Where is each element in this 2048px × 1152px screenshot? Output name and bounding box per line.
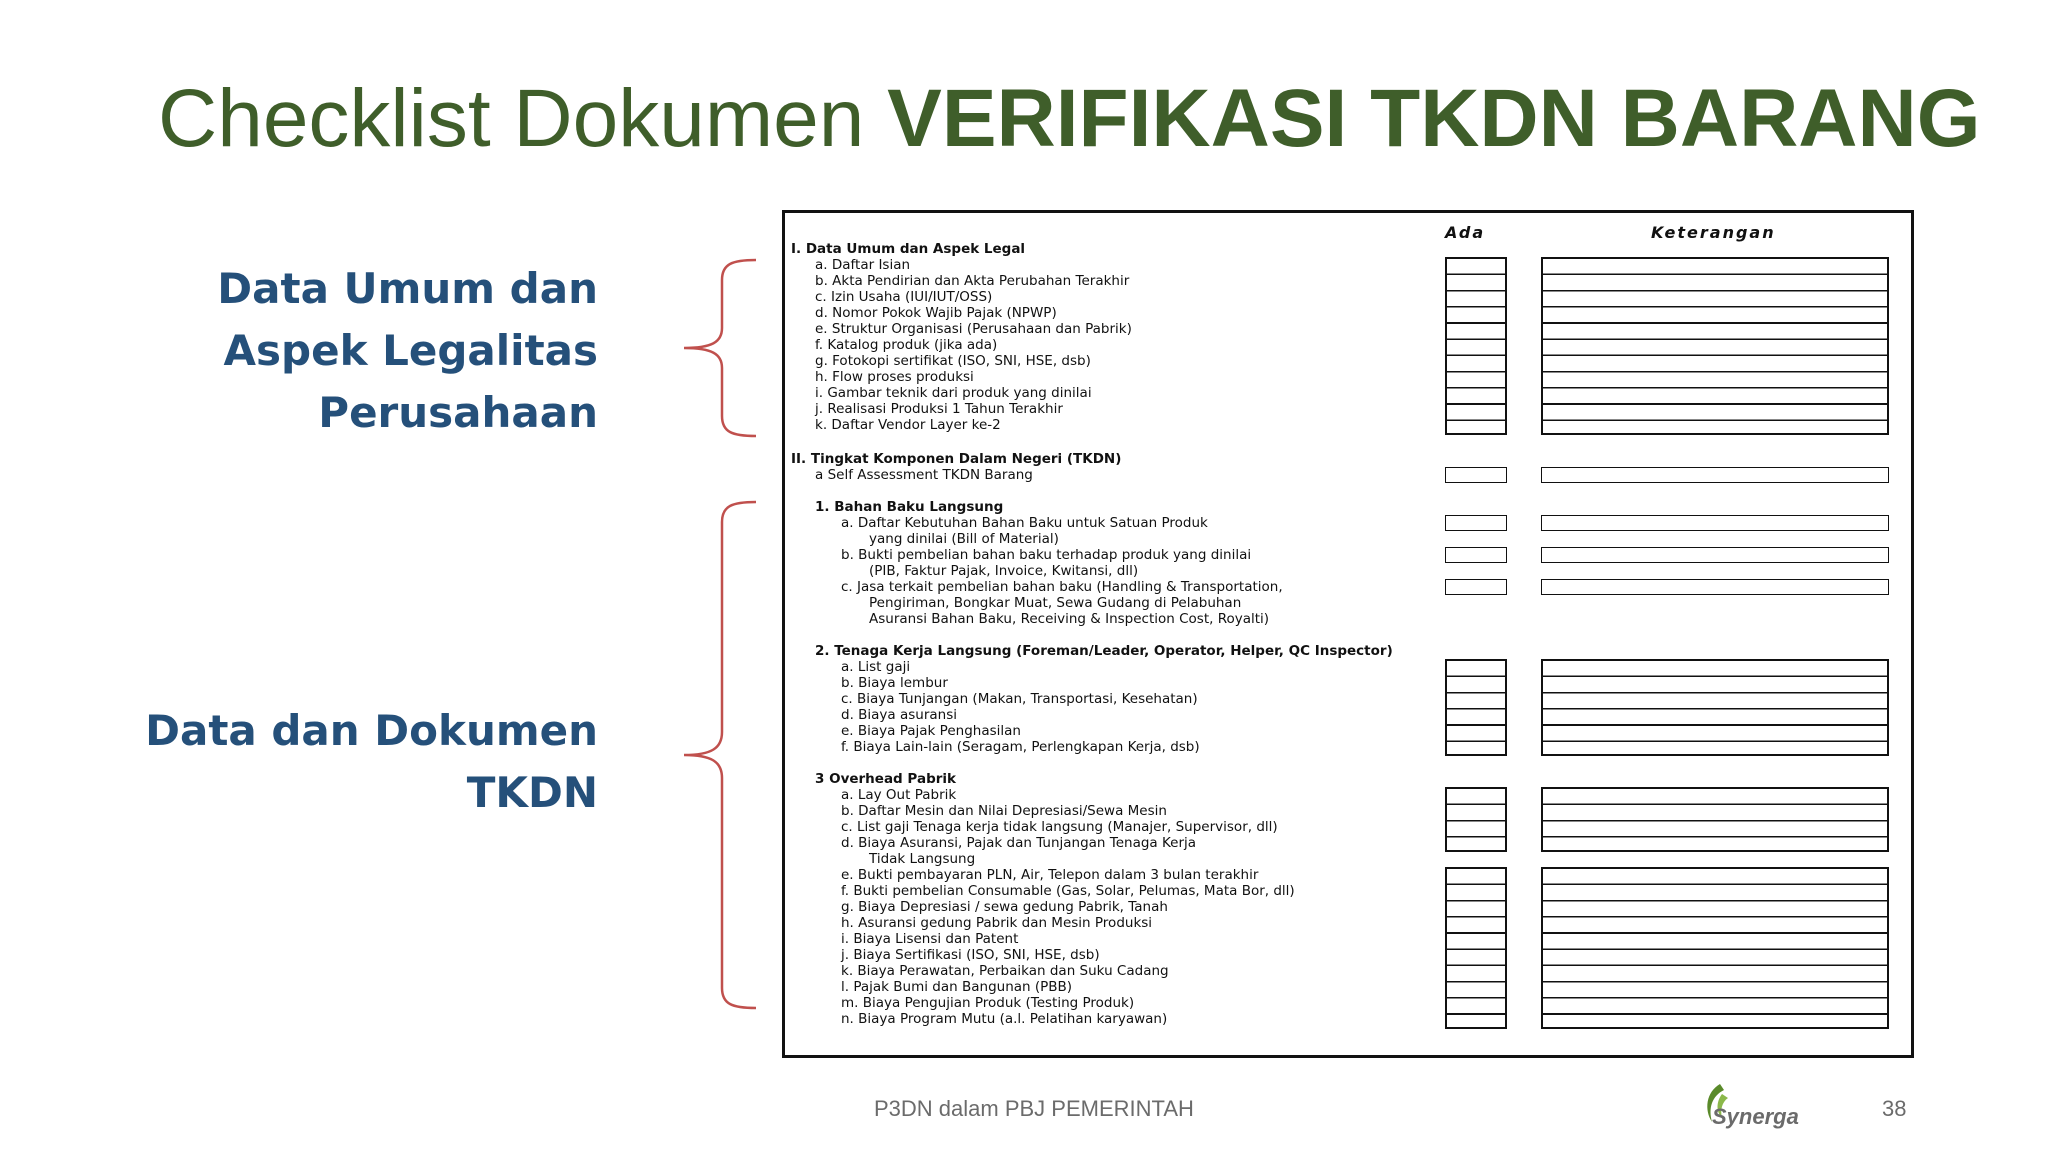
checklist-item: b. Biaya lembur xyxy=(841,675,948,691)
side-label-line: Data Umum dan xyxy=(217,264,598,313)
checklist-item-continuation: (PIB, Faktur Pajak, Invoice, Kwitansi, dll) xyxy=(869,563,1139,579)
subsection-heading: 2. Tenaga Kerja Langsung (Foreman/Leader, Operator, Helper, QC Inspector) xyxy=(815,643,1393,659)
title-bold: VERIFIKASI TKDN BARANG xyxy=(887,73,1981,164)
checklist-item: a. List gaji xyxy=(841,659,911,675)
checklist-item: d. Nomor Pokok Wajib Pajak (NPWP) xyxy=(815,305,1057,321)
checklist-item: a. Daftar Kebutuhan Bahan Baku untuk Satuan Produk xyxy=(841,515,1208,531)
ada-checkbox-grid[interactable] xyxy=(1445,867,1507,1029)
checklist-item: c. Biaya Tunjangan (Makan, Transportasi, Kesehatan) xyxy=(841,691,1198,707)
curly-brace-icon xyxy=(680,258,760,438)
curly-brace-icon xyxy=(680,500,760,1010)
checklist-item: g. Fotokopi sertifikat (ISO, SNI, HSE, dsb) xyxy=(815,353,1091,369)
checklist-item: l. Pajak Bumi dan Bangunan (PBB) xyxy=(841,979,1073,995)
checklist-item: f. Katalog produk (jika ada) xyxy=(815,337,998,353)
ada-checkbox-grid[interactable] xyxy=(1445,787,1507,852)
ada-checkbox[interactable] xyxy=(1445,547,1507,563)
side-label-line: Aspek Legalitas xyxy=(223,326,598,375)
checklist-item: i. Biaya Lisensi dan Patent xyxy=(841,931,1019,947)
checklist-item: k. Daftar Vendor Layer ke-2 xyxy=(815,417,1001,433)
checklist-item-continuation: Pengiriman, Bongkar Muat, Sewa Gudang di Pelabuhan xyxy=(869,595,1242,611)
keterangan-field[interactable] xyxy=(1541,547,1889,563)
checklist-item: b. Akta Pendirian dan Akta Perubahan Terakhir xyxy=(815,273,1130,289)
checklist-item: d. Biaya Asuransi, Pajak dan Tunjangan Tenaga Kerja xyxy=(841,835,1197,851)
checklist-item: e. Bukti pembayaran PLN, Air, Telepon dalam 3 bulan terakhir xyxy=(841,867,1259,883)
ada-checkbox[interactable] xyxy=(1445,579,1507,595)
keterangan-field-grid[interactable] xyxy=(1541,659,1889,756)
keterangan-field-grid[interactable] xyxy=(1541,257,1889,435)
keterangan-field[interactable] xyxy=(1541,467,1889,483)
checklist-item: j. Realisasi Produksi 1 Tahun Terakhir xyxy=(815,401,1063,417)
ada-checkbox-grid[interactable] xyxy=(1445,659,1507,756)
ada-checkbox-grid[interactable] xyxy=(1445,257,1507,435)
checklist-item: f. Bukti pembelian Consumable (Gas, Solar, Pelumas, Mata Bor, dll) xyxy=(841,883,1295,899)
keterangan-field-grid[interactable] xyxy=(1541,867,1889,1029)
checklist-item-continuation: Tidak Langsung xyxy=(869,851,976,867)
checklist-item: e. Struktur Organisasi (Perusahaan dan Pabrik) xyxy=(815,321,1132,337)
subsection-heading: 1. Bahan Baku Langsung xyxy=(815,499,1004,515)
keterangan-field[interactable] xyxy=(1541,579,1889,595)
side-label-line: TKDN xyxy=(466,768,598,817)
logo-text: Synerga xyxy=(1712,1104,1799,1129)
checklist-item: a. Daftar Isian xyxy=(815,257,911,273)
keterangan-field[interactable] xyxy=(1541,515,1889,531)
checklist-form xyxy=(782,210,1914,1058)
checklist-item: c. Izin Usaha (IUI/IUT/OSS) xyxy=(815,289,993,305)
side-label-general-legal xyxy=(217,258,598,444)
checklist-item-continuation: yang dinilai (Bill of Material) xyxy=(869,531,1059,547)
checklist-item: c. Jasa terkait pembelian bahan baku (Handling & Transportation, xyxy=(841,579,1283,595)
slide-title xyxy=(158,73,1981,164)
checklist-item: f. Biaya Lain-lain (Seragam, Perlengkapan Kerja, dsb) xyxy=(841,739,1200,755)
checklist-item: g. Biaya Depresiasi / sewa gedung Pabrik, Tanah xyxy=(841,899,1168,915)
checklist-item: b. Bukti pembelian bahan baku terhadap produk yang dinilai xyxy=(841,547,1252,563)
footer-text: P3DN dalam PBJ PEMERINTAH xyxy=(874,1096,1194,1121)
ada-checkbox[interactable] xyxy=(1445,467,1507,483)
checklist-item: e. Biaya Pajak Penghasilan xyxy=(841,723,1021,739)
keterangan-field-grid[interactable] xyxy=(1541,787,1889,852)
side-label-line: Data dan Dokumen xyxy=(145,706,598,755)
checklist-item: j. Biaya Sertifikasi (ISO, SNI, HSE, dsb) xyxy=(841,947,1100,963)
checklist-item: d. Biaya asuransi xyxy=(841,707,958,723)
checklist-item: c. List gaji Tenaga kerja tidak langsung (Manajer, Supervisor, dll) xyxy=(841,819,1278,835)
checklist-item: i. Gambar teknik dari produk yang dinilai xyxy=(815,385,1092,401)
checklist-item-continuation: Asuransi Bahan Baku, Receiving & Inspection Cost, Royalti) xyxy=(869,611,1270,627)
checklist-item: m. Biaya Pengujian Produk (Testing Produk) xyxy=(841,995,1135,1011)
page-number: 38 xyxy=(1882,1096,1907,1121)
section-heading: I. Data Umum dan Aspek Legal xyxy=(791,241,1026,257)
column-header-keterangan: Keterangan xyxy=(1651,223,1776,242)
ada-checkbox[interactable] xyxy=(1445,515,1507,531)
side-label-line: Perusahaan xyxy=(318,388,598,437)
checklist-item: h. Asuransi gedung Pabrik dan Mesin Produksi xyxy=(841,915,1153,931)
title-regular: Checklist Dokumen xyxy=(158,73,865,164)
side-label-tkdn-documents xyxy=(145,700,598,824)
subsection-heading: 3 Overhead Pabrik xyxy=(815,771,956,787)
checklist-item: h. Flow proses produksi xyxy=(815,369,974,385)
checklist-item: b. Daftar Mesin dan Nilai Depresiasi/Sewa Mesin xyxy=(841,803,1167,819)
checklist-item: a. Lay Out Pabrik xyxy=(841,787,957,803)
checklist-item: a Self Assessment TKDN Barang xyxy=(815,467,1033,483)
section-heading: II. Tingkat Komponen Dalam Negeri (TKDN) xyxy=(791,451,1122,467)
checklist-item: n. Biaya Program Mutu (a.l. Pelatihan karyawan) xyxy=(841,1011,1168,1027)
column-header-ada: Ada xyxy=(1445,223,1486,242)
checklist-item: k. Biaya Perawatan, Perbaikan dan Suku Cadang xyxy=(841,963,1169,979)
